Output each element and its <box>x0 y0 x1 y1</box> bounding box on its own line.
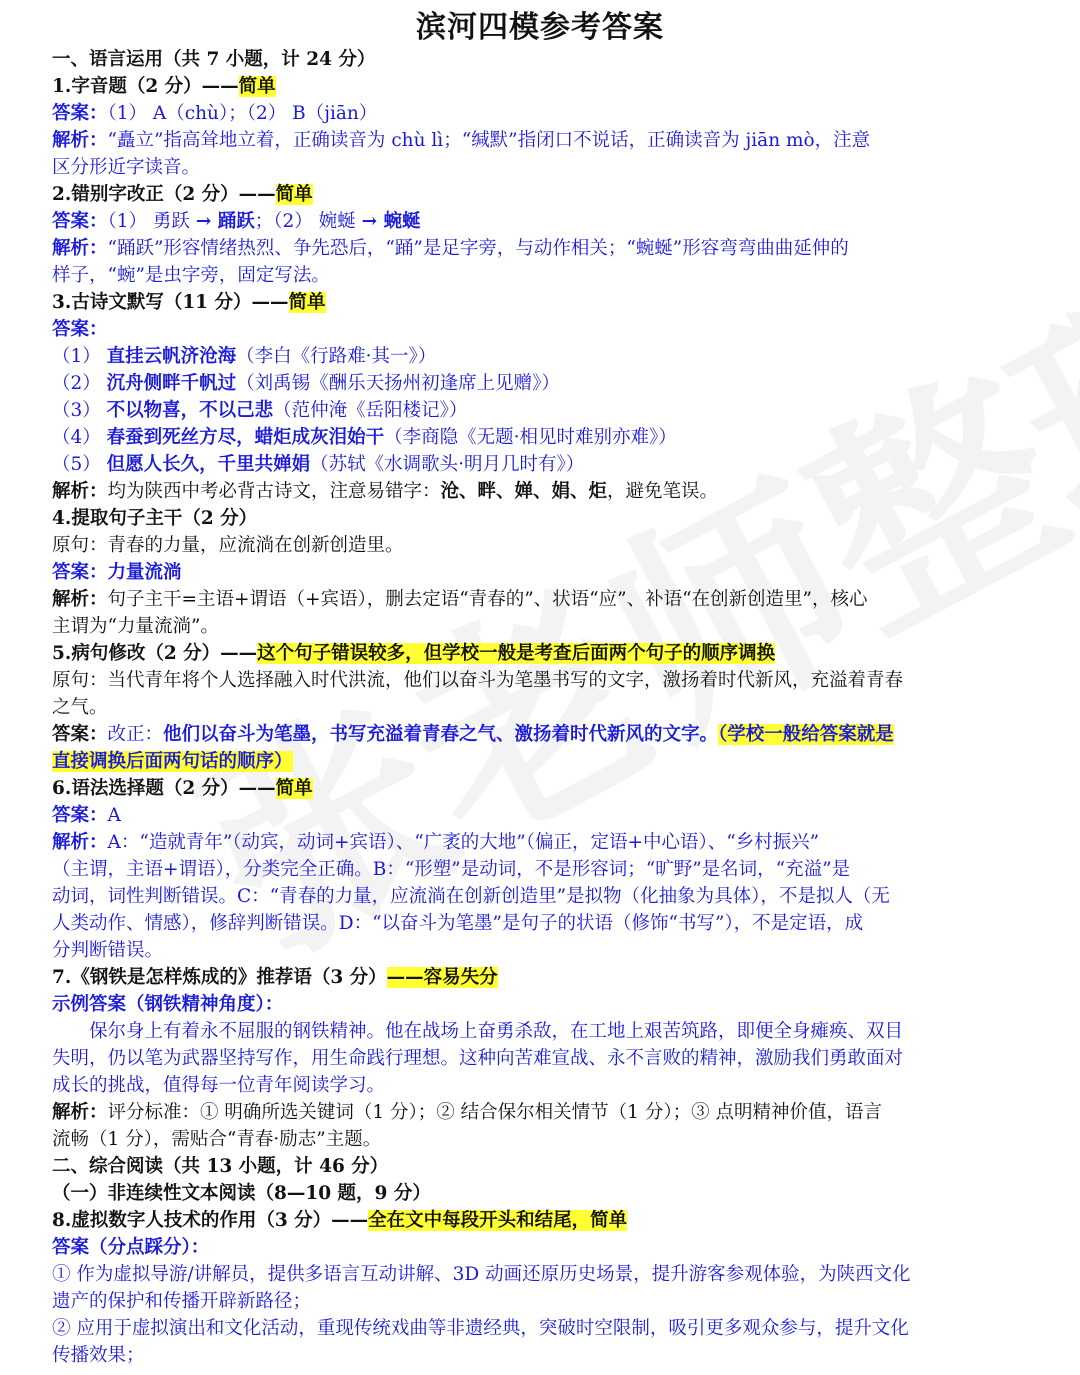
question-7-analysis-cont: 流畅（1 分），需贴合“青春·励志”主题。 <box>52 1129 382 1150</box>
question-5-original-cont: 之气。 <box>52 697 108 718</box>
question-7-sample-answer-cont: 成长的挑战，值得每一位青年阅读学习。 <box>52 1075 386 1096</box>
poem-answer-4: （4） 春蚕到死丝方尽，蜡炬成灰泪始干（李商隐《无题·相见时难别亦难》） <box>52 427 677 448</box>
question-8-answer-label: 答案（分点踩分）： <box>52 1237 210 1258</box>
question-5-heading: 5.病句修改（2 分）——这个句子错误较多，但学校一般是考查后面两个句子的顺序调换 <box>52 643 776 664</box>
question-4-answer: 答案：力量流淌 <box>52 562 182 583</box>
question-8-point-2-cont: 传播效果； <box>52 1345 145 1366</box>
question-8-heading: 8.虚拟数字人技术的作用（3 分）——全在文中每段开头和结尾，简单 <box>52 1210 628 1231</box>
question-3-heading: 3.古诗文默写（11 分）——简单 <box>52 292 326 313</box>
question-6-analysis-cont: （主谓，主语+谓语），分类完全正确。B：“形塑”是动词，不是形容词；“旷野”是名词，“充溢”是 <box>52 859 851 880</box>
question-7-heading: 7.《钢铁是怎样炼成的》推荐语（3 分）——容易失分 <box>52 967 498 988</box>
poem-answer-5: （5） 但愿人长久，千里共婵娟（苏轼《水调歌头·明月几时有》） <box>52 454 585 475</box>
poem-answer-1: （1） 直挂云帆济沧海（李白《行路难·其一》） <box>52 346 437 367</box>
question-4-original: 原句：青春的力量，应流淌在创新创造里。 <box>52 535 404 556</box>
question-4-heading: 4.提取句子主干（2 分） <box>52 508 258 529</box>
question-7-analysis: 解析：评分标准：① 明确所选关键词（1 分）；② 结合保尔相关情节（1 分）；③ 点明精神价值，语言 <box>52 1102 882 1123</box>
question-6-analysis: 解析：A：“造就青年”（动宾，动词+宾语）、“广袤的大地”（偏正，定语+中心语）、“乡村振兴” <box>52 832 820 853</box>
question-2-analysis-cont: 样子，“蜿”是虫字旁，固定写法。 <box>52 265 330 286</box>
question-7-sample-label: 示例答案（钢铁精神角度）： <box>52 994 284 1015</box>
question-3-analysis: 解析：均为陕西中考必背古诗文，注意易错字：沧、畔、婵、娟、炬，避免笔误。 <box>52 481 719 502</box>
section-heading-1: 一、语言运用（共 7 小题，计 24 分） <box>52 49 376 70</box>
question-1-answer: 答案：（1） A（chù）；（2） B（jiān） <box>52 103 378 124</box>
question-1-analysis-cont: 区分形近字读音。 <box>52 157 201 178</box>
question-5-answer: 答案：改正：他们以奋斗为笔墨，书写充溢着青春之气、激扬着时代新风的文字。（学校一般给答案就是 <box>52 724 894 745</box>
question-8-point-1-cont: 遗产的保护和传播开辟新路径； <box>52 1291 312 1312</box>
arrow-icon: → <box>195 211 212 232</box>
poem-answer-3: （3） 不以物喜，不以己悲（范仲淹《岳阳楼记》） <box>52 400 468 421</box>
question-4-analysis: 解析：句子主干=主语+谓语（+宾语），删去定语“青春的”、状语“应”、补语“在创新创造里”，核心 <box>52 589 868 610</box>
question-4-analysis-cont: 主谓为“力量流淌”。 <box>52 616 219 637</box>
question-1-heading: 1.字音题（2 分）——简单 <box>52 76 276 97</box>
section-heading-2: 二、综合阅读（共 13 小题，计 46 分） <box>52 1156 389 1177</box>
question-7-sample-answer: 保尔身上有着永不屈服的钢铁精神。他在战场上奋勇杀敌，在工地上艰苦筑路，即便全身瘫痪、双目 <box>89 1021 904 1042</box>
question-1-analysis: 解析：“矗立”指高耸地立着，正确读音为 chù lì；“缄默”指闭口不说话，正确读音为 jiān mò，注意 <box>52 130 871 151</box>
question-6-analysis-cont: 人类动作、情感），修辞判断错误。D：“以奋斗为笔墨”是句子的状语（修饰“书写”），不是定语，成 <box>52 913 864 934</box>
question-6-analysis-cont: 动词，词性判断错误。C：“青春的力量，应流淌在创新创造里”是拟物（化抽象为具体），不是拟人（无 <box>52 886 890 907</box>
question-6-heading: 6.语法选择题（2 分）——简单 <box>52 778 313 799</box>
question-3-answer-label: 答案： <box>52 319 108 340</box>
subsection-heading: （一）非连续性文本阅读（8—10 题，9 分） <box>52 1183 431 1204</box>
question-6-analysis-cont: 分判断错误。 <box>52 940 164 961</box>
poem-answer-2: （2） 沉舟侧畔千帆过（刘禹锡《酬乐天扬州初逢席上见赠》） <box>52 373 560 394</box>
question-8-point-2: ② 应用于虚拟演出和文化活动，重现传统戏曲等非遗经典，突破时空限制，吸引更多观众参与，提升文化 <box>52 1318 909 1339</box>
question-5-answer-cont: 直接调换后面两句话的顺序） <box>52 751 293 772</box>
question-7-sample-answer-cont: 失明，仍以笔为武器坚持写作，用生命践行理想。这种向苦难宣战、永不言败的精神，激励我们勇敢面对 <box>52 1048 904 1069</box>
page-title: 滨河四模参考答案 <box>416 10 664 45</box>
question-2-answer: 答案：（1） 勇跃 → 踊跃；（2） 婉蜒 → 蜿蜒 <box>52 211 421 232</box>
question-8-point-1: ① 作为虚拟导游/讲解员，提供多语言互动讲解、3D 动画还原历史场景，提升游客参观体验，为陕西文化 <box>52 1264 911 1285</box>
question-2-analysis: 解析：“踊跃”形容情绪热烈、争先恐后，“踊”是足字旁，与动作相关；“蜿蜒”形容弯弯曲曲延伸的 <box>52 238 849 259</box>
question-2-heading: 2.错别字改正（2 分）——简单 <box>52 184 313 205</box>
question-6-answer: 答案：A <box>52 805 121 826</box>
question-5-original: 原句：当代青年将个人选择融入时代洪流，他们以奋斗为笔墨书写的文字，激扬着时代新风，充溢着青春 <box>52 670 904 691</box>
arrow-icon: → <box>361 211 378 232</box>
